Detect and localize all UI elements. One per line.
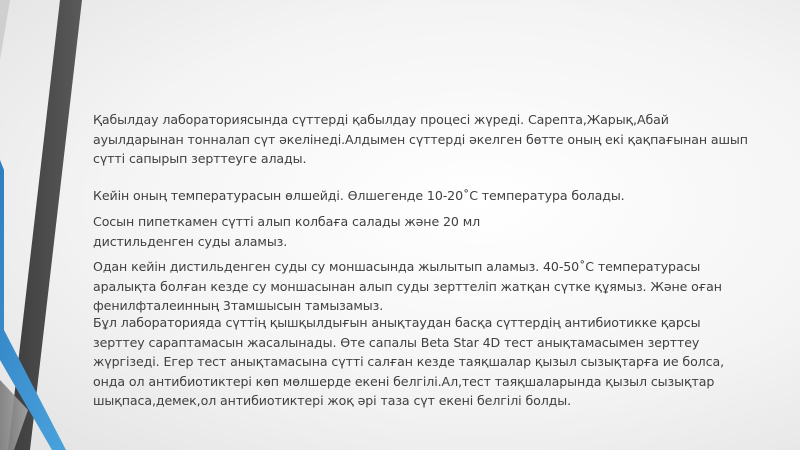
light-gray-edge bbox=[0, 0, 10, 60]
text-line: шықпаса,демек,ол антибиотиктері жоқ әрі таза сүт екені белгілі болды. bbox=[93, 393, 572, 408]
text-line: онда ол антибиотиктері көп мөлшерде екені белгілі.Ал,тест таяқшаларында қызыл сызықтар bbox=[93, 373, 715, 389]
paragraph-water-bath bbox=[93, 257, 722, 316]
paragraph-intake bbox=[93, 110, 748, 169]
paragraph-pipette bbox=[93, 212, 480, 251]
paragraph-antibiotic-test bbox=[93, 313, 724, 411]
text-line: Қабылдау лабораториясында сүттерді қабылдау процесі жүреді. Сарепта,Жарық,Абай bbox=[93, 112, 669, 127]
text-line: ауылдарынан тонналап сүт әкелінеді.Алдымен сүттерді әкелген бөтте оның екі қақпағынан ашып bbox=[93, 131, 748, 147]
text-line: фенилфталеинның 3тамшысын тамызамыз. bbox=[93, 298, 384, 313]
text-line: дистильденген суды аламыз. bbox=[93, 233, 288, 249]
text-line: аралықта болған кезде су моншасынан алып суды зерттеліп жатқан сүтке құямыз. Және оған bbox=[93, 278, 722, 294]
paragraph-temperature bbox=[93, 186, 625, 206]
text-line: сүтті сапырып зерттеуге алады. bbox=[93, 151, 307, 166]
text-line: жүргізеді. Егер тест анықтамасына сүтті салған кезде таяқшалар қызыл сызықтарға ие болса, bbox=[93, 354, 724, 369]
text-line: Сосын пипеткамен сүтті алып колбаға салады және 20 мл bbox=[93, 214, 481, 229]
text-line: Одан кейін дистильденген суды су моншасында жылытып аламыз. 40-50˚С температурасы bbox=[93, 259, 701, 274]
text-line: Бұл лабораторияда сүттің қышқылдығын анықтаудан басқа сүттердің антибиотикке қарсы bbox=[93, 315, 701, 330]
text-line: зерттеу сараптамасын жасалынады. Өте сапалы Beta Star 4D тест анықтамасымен зерттеу bbox=[93, 334, 700, 350]
text-line: Кейін оның температурасын өлшейді. Өлшегенде 10-20˚С температура болады. bbox=[93, 188, 625, 203]
